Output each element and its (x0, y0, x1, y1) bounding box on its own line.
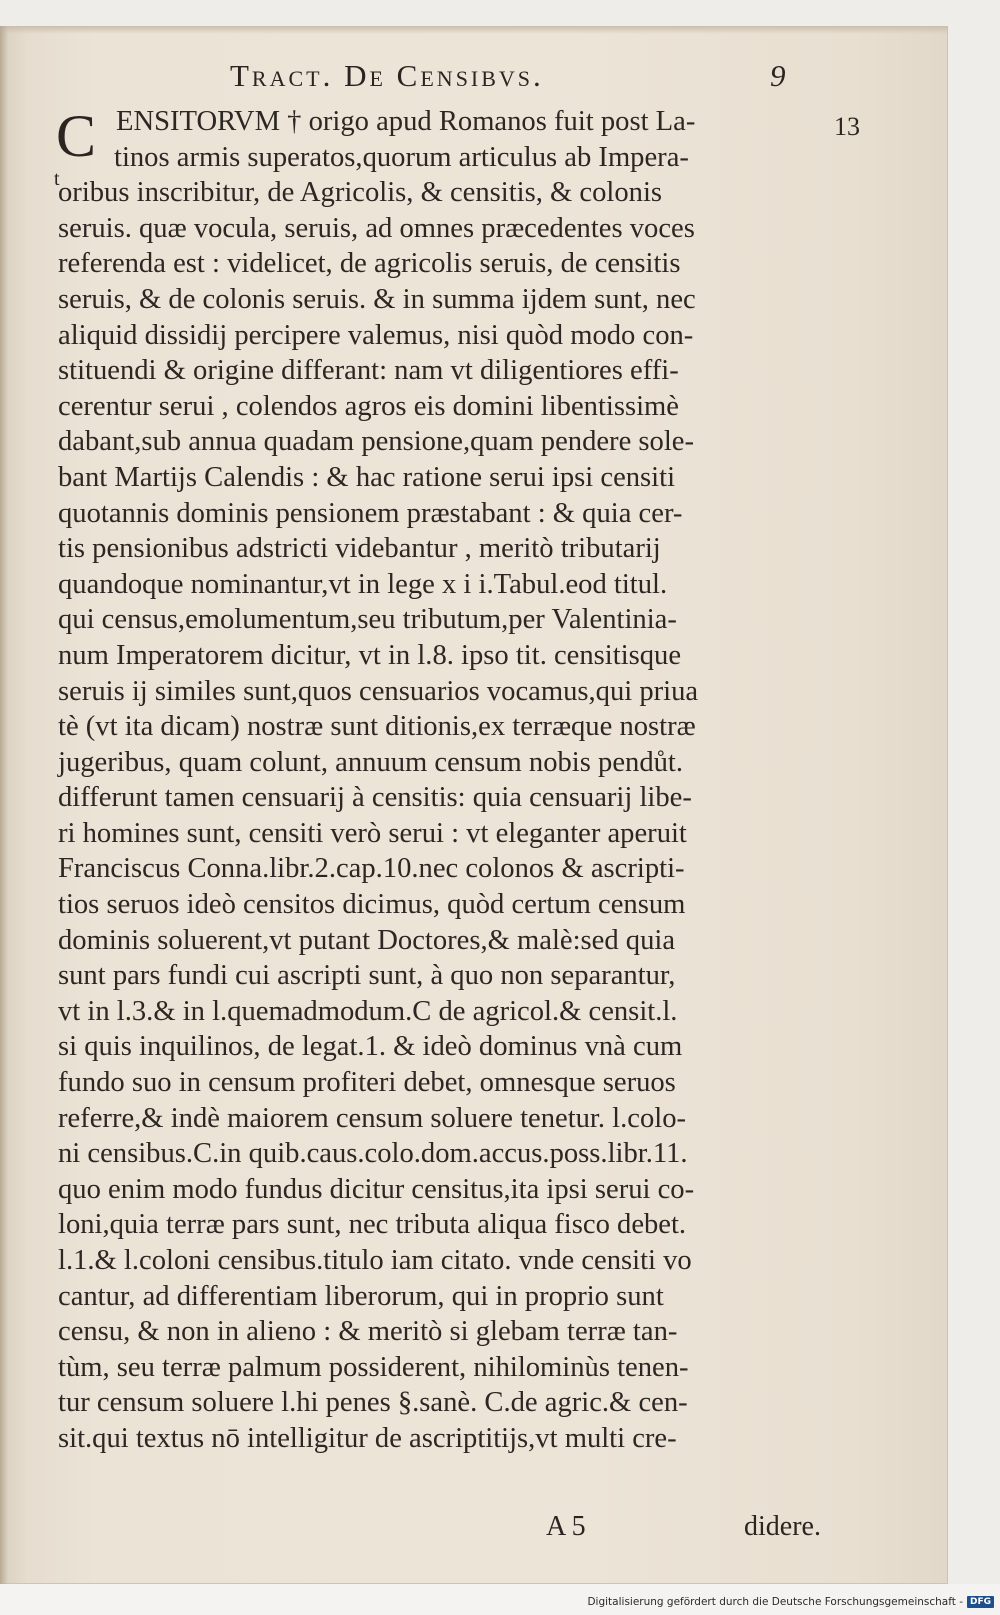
text-line: cerentur serui , colendos agros eis domini libentissimè (58, 390, 679, 422)
text-line: Franciscus Conna.libr.2.cap.10.nec colonos & ascripti- (58, 853, 685, 885)
text-line: tùm, seu terræ palmum possiderent, nihilominùs tenen- (58, 1351, 689, 1383)
text-line: stituendi & origine differant: nam vt diligentiores effi- (58, 355, 679, 387)
text-line: referenda est : videlicet, de agricolis seruis, de censitis (58, 248, 681, 280)
catchword: didere. (744, 1511, 821, 1542)
folio-number: 9 (770, 58, 786, 93)
text-line: tè (vt ita dicam) nostræ sunt ditionis,ex terræque nostræ (58, 711, 696, 743)
text-line: fundo suo in censum profiteri debet, omnesque seruos (58, 1067, 676, 1099)
credit-text: Digitalisierung gefördert durch die Deutsche Forschungsgemeinschaft - (587, 1596, 963, 1608)
text-line: ri homines sunt, censiti verò serui : vt eleganter aperuit (58, 817, 687, 849)
body-text (58, 104, 818, 1457)
text-line: referre,& indè maiorem censum soluere tenetur. l.colo- (58, 1102, 687, 1134)
text-line: qui census,emolumentum,seu tributum,per Valentinia- (58, 604, 677, 636)
text-line: l.1.& l.coloni censibus.titulo iam citato. vnde censiti vo (58, 1245, 692, 1276)
digitization-credit (587, 1594, 994, 1610)
text-line: quandoque nominantur,vt in lege x i i.Tabul.eod titul. (58, 568, 668, 600)
dfg-logo: DFG (967, 1596, 994, 1608)
page-edge-left (0, 26, 8, 1584)
text-line: differunt tamen censuarij à censitis: quia censuarij libe- (58, 782, 692, 814)
text-line: sunt pars fundi cui ascripti sunt, à quo non separantur, (58, 960, 676, 992)
text-line: cantur, ad differentiam liberorum, qui in proprio sunt (58, 1280, 664, 1312)
margin-note: 13 (834, 112, 860, 141)
text-line: dabant,sub annua quadam pensione,quam pendere sole- (58, 426, 695, 458)
text-line: tur censum soluere l.hi penes §.sanè. C.de agric.& cen- (58, 1387, 688, 1419)
text-line: ENSITORVM † origo apud Romanos fuit post La- (116, 106, 696, 137)
text-line: seruis. quæ vocula, seruis, ad omnes præcedentes voces (58, 212, 695, 244)
text-line: tios seruos ideò censitos dicimus, quòd certum censum (58, 889, 686, 921)
text-line: tis pensionibus adstricti videbantur , meritò tributarij (58, 533, 661, 565)
text-line: dominis soluerent,vt putant Doctores,& malè:sed quia (58, 924, 676, 956)
text-line: oribus inscribitur, de Agricolis, & censitis, & colonis (58, 177, 663, 209)
text-line: censu, & non in alieno : & meritò si glebam terræ tan- (58, 1316, 678, 1348)
page-edge-top (0, 26, 948, 34)
text-line: sit.qui textus nō intelligitur de ascriptitijs,vt multi cre- (58, 1422, 677, 1454)
text-line: vt in l.3.& in l.quemadmodum.C de agricol.& censit.l. (58, 995, 678, 1027)
text-line: quotannis dominis pensionem præstabant : & quia cer- (58, 497, 683, 529)
text-line: seruis, & de colonis seruis. & in summa ijdem sunt, nec (58, 283, 696, 315)
signature-mark: A 5 (546, 1511, 586, 1542)
marginal-marker: t (54, 168, 60, 190)
text-line: tinos armis superatos,quorum articulus ab Impera- (114, 141, 689, 173)
text-line: jugeribus, quam colunt, annuum censum nobis pendůt. (58, 746, 683, 778)
text-line: loni,quia terræ pars sunt, nec tributa aliqua fisco debet. (58, 1209, 687, 1241)
text-line: aliquid dissidij percipere valemus, nisi quòd modo con- (58, 319, 694, 351)
text-line: quo enim modo fundus dicitur censitus,ita ipsi serui co- (58, 1173, 695, 1205)
running-title: Tract. De Censibvs. (230, 58, 544, 93)
drop-cap: C (56, 103, 97, 169)
text-line: ni censibus.C.in quib.caus.colo.dom.accus.poss.libr.11. (58, 1138, 688, 1170)
text-line: num Imperatorem dicitur, vt in l.8. ipso tit. censitisque (58, 639, 682, 671)
text-line: si quis inquilinos, de legat.1. & ideò dominus vnà cum (58, 1031, 683, 1063)
text-line: bant Martijs Calendis : & hac ratione serui ipsi censiti (58, 461, 676, 493)
text-line: seruis ij similes sunt,quos censuarios vocamus,qui priua (58, 675, 699, 707)
